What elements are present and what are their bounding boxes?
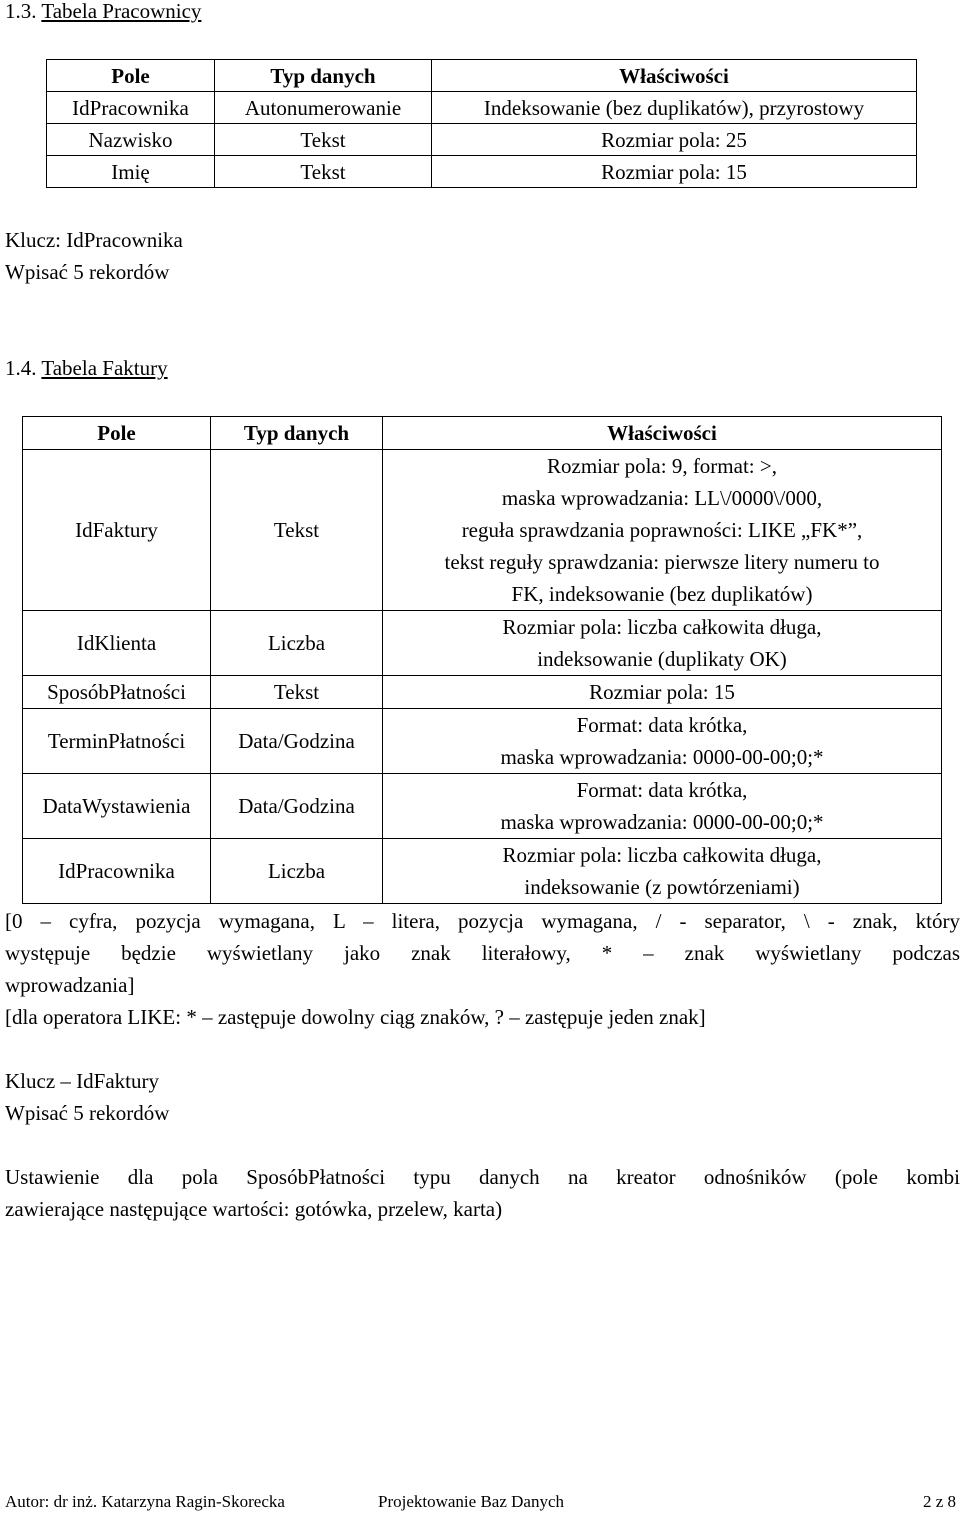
section-heading-1-4 bbox=[5, 352, 168, 384]
properties-cell bbox=[383, 709, 942, 774]
table-pracownicy bbox=[46, 59, 917, 188]
table-row bbox=[23, 450, 942, 611]
data-type-cell: Tekst bbox=[211, 676, 383, 709]
properties-cell bbox=[383, 611, 942, 676]
column-header: Właściwości bbox=[432, 60, 917, 92]
table-row bbox=[23, 676, 942, 709]
field-name-cell: DataWystawienia bbox=[23, 774, 211, 839]
property-line: maska wprowadzania: 0000-00-00;0;* bbox=[500, 810, 824, 834]
table-row bbox=[47, 156, 917, 188]
property-line: Rozmiar pola: 15 bbox=[589, 680, 735, 704]
properties-cell bbox=[383, 839, 942, 904]
field-name-cell: SposóbPłatności bbox=[23, 676, 211, 709]
field-name-cell: IdKlienta bbox=[23, 611, 211, 676]
properties-cell bbox=[383, 676, 942, 709]
property-line: Rozmiar pola: 9, format: >, bbox=[547, 454, 777, 478]
column-header: Typ danych bbox=[215, 60, 432, 92]
property-line: indeksowanie (z powtórzeniami) bbox=[524, 875, 800, 899]
property-line: Format: data krótka, bbox=[576, 778, 748, 802]
property-line: FK, indeksowanie (bez duplikatów) bbox=[511, 582, 813, 606]
property-line: maska wprowadzania: LL\/0000\/000, bbox=[501, 486, 823, 510]
section-heading-1-3 bbox=[5, 0, 201, 27]
legend-note-line: występuje będzie wyświetlany jako znak literałowy, * – znak wyświetlany podczas bbox=[5, 941, 960, 965]
column-header: Pole bbox=[47, 60, 215, 92]
table-row bbox=[23, 709, 942, 774]
data-type-cell: Tekst bbox=[215, 124, 432, 156]
section-title: Tabela Pracownicy bbox=[41, 0, 202, 23]
field-name-cell: IdFaktury bbox=[23, 450, 211, 611]
field-name-cell: Imię bbox=[47, 156, 215, 188]
section-number: 1.4. bbox=[5, 356, 37, 380]
table-row bbox=[23, 774, 942, 839]
field-name-cell: Nazwisko bbox=[47, 124, 215, 156]
field-name-cell: IdPracownika bbox=[47, 92, 215, 124]
records-note: Wpisać 5 rekordów bbox=[5, 1101, 170, 1125]
property-line: Format: data krótka, bbox=[576, 713, 748, 737]
table-header-row bbox=[23, 417, 942, 450]
lookup-setting-line: zawierające następujące wartości: gotówka, przelew, karta) bbox=[5, 1197, 503, 1221]
field-name-cell: TerminPłatności bbox=[23, 709, 211, 774]
footer-course: Projektowanie Baz Danych bbox=[378, 1492, 564, 1511]
table-header-row bbox=[47, 60, 917, 92]
data-type-cell: Liczba bbox=[211, 611, 383, 676]
table-row bbox=[23, 839, 942, 904]
data-type-cell: Data/Godzina bbox=[211, 709, 383, 774]
properties-cell bbox=[383, 774, 942, 839]
property-line: tekst reguły sprawdzania: pierwsze litery numeru to bbox=[444, 550, 880, 574]
data-type-cell: Data/Godzina bbox=[211, 774, 383, 839]
properties-cell bbox=[383, 450, 942, 611]
property-line: Rozmiar pola: liczba całkowita długa, bbox=[502, 843, 822, 867]
column-header: Właściwości bbox=[383, 417, 942, 450]
section-number: 1.3. bbox=[5, 0, 37, 23]
table-row bbox=[23, 611, 942, 676]
field-name-cell: IdPracownika bbox=[23, 839, 211, 904]
footer-author: Autor: dr inż. Katarzyna Ragin-Skorecka bbox=[5, 1492, 285, 1511]
records-note: Wpisać 5 rekordów bbox=[5, 260, 170, 284]
data-type-cell: Liczba bbox=[211, 839, 383, 904]
lookup-setting-line: Ustawienie dla pola SposóbPłatności typu danych na kreator odnośników (pole kombi bbox=[5, 1165, 960, 1189]
properties-cell: Rozmiar pola: 15 bbox=[432, 156, 917, 188]
column-header: Pole bbox=[23, 417, 211, 450]
data-type-cell: Tekst bbox=[215, 156, 432, 188]
properties-cell: Indeksowanie (bez duplikatów), przyrostowy bbox=[432, 92, 917, 124]
footer-page-number: 2 z 8 bbox=[922, 1492, 956, 1511]
properties-cell: Rozmiar pola: 25 bbox=[432, 124, 917, 156]
column-header: Typ danych bbox=[211, 417, 383, 450]
table-row bbox=[47, 124, 917, 156]
property-line: Rozmiar pola: liczba całkowita długa, bbox=[502, 615, 822, 639]
legend-note-line: wprowadzania] bbox=[5, 973, 135, 997]
data-type-cell: Tekst bbox=[211, 450, 383, 611]
data-type-cell: Autonumerowanie bbox=[215, 92, 432, 124]
table-row bbox=[47, 92, 917, 124]
section-title: Tabela Faktury bbox=[41, 356, 168, 380]
primary-key-note: Klucz – IdFaktury bbox=[5, 1069, 159, 1093]
legend-note-line: [0 – cyfra, pozycja wymagana, L – litera, pozycja wymagana, / - separator, \ - znak, który bbox=[5, 909, 960, 933]
table-faktury bbox=[22, 416, 942, 904]
primary-key-note: Klucz: IdPracownika bbox=[5, 228, 183, 252]
like-operator-note: [dla operatora LIKE: * – zastępuje dowolny ciąg znaków, ? – zastępuje jeden znak] bbox=[5, 1005, 706, 1029]
property-line: maska wprowadzania: 0000-00-00;0;* bbox=[500, 745, 824, 769]
property-line: reguła sprawdzania poprawności: LIKE „FK*”, bbox=[461, 518, 863, 542]
property-line: indeksowanie (duplikaty OK) bbox=[537, 647, 787, 671]
